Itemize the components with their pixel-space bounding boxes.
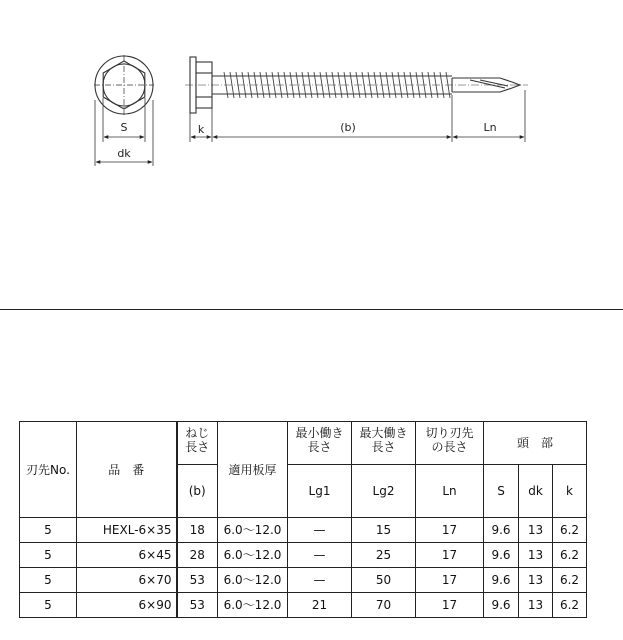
- cell-s: 9.6: [484, 568, 519, 593]
- header-row-1: [20, 422, 587, 465]
- cell-s: 9.6: [484, 518, 519, 543]
- header-cut-len-line2: の長さ: [431, 440, 468, 454]
- table-row: [20, 518, 587, 543]
- screw-side-view: [185, 57, 528, 113]
- label-dk: dk: [117, 147, 131, 160]
- cell-dk: 13: [519, 568, 553, 593]
- header-min-work-line1: 最小働き: [295, 426, 344, 440]
- header-k: k: [553, 465, 587, 518]
- cell-dk: 13: [519, 593, 553, 618]
- cell-s: 9.6: [484, 543, 519, 568]
- cell-lg2: 70: [352, 593, 416, 618]
- cell-s: 9.6: [484, 593, 519, 618]
- header-thread-length-line1: ねじ: [185, 426, 210, 440]
- cell-part-no: 6×45: [77, 543, 177, 568]
- cell-k: 6.2: [553, 518, 587, 543]
- spec-table: [19, 421, 587, 618]
- cell-part-no: 6×90: [77, 593, 177, 618]
- cell-part-no: 6×70: [77, 568, 177, 593]
- cell-tip-no: 5: [20, 593, 77, 618]
- label-s: S: [120, 121, 128, 134]
- cell-lg1: —: [288, 518, 352, 543]
- header-min-work-line2: 長さ: [307, 440, 332, 454]
- header-lg2: Lg2: [352, 465, 416, 518]
- cell-k: 6.2: [553, 593, 587, 618]
- header-cutting-tip-length: [416, 422, 484, 465]
- cell-ln: 17: [416, 543, 484, 568]
- header-ln: Ln: [416, 465, 484, 518]
- cell-tip-no: 5: [20, 543, 77, 568]
- cell-lg2: 15: [352, 518, 416, 543]
- table-row: [20, 593, 587, 618]
- cell-b: 53: [177, 568, 218, 593]
- cell-plate: 6.0〜12.0: [218, 568, 288, 593]
- cell-ln: 17: [416, 518, 484, 543]
- screw-drawing: [0, 0, 623, 200]
- cell-ln: 17: [416, 593, 484, 618]
- cell-lg1: —: [288, 543, 352, 568]
- header-tip-no: 刃先No.: [20, 422, 77, 518]
- cell-k: 6.2: [553, 568, 587, 593]
- header-head: 頭 部: [484, 422, 587, 465]
- cell-b: 18: [177, 518, 218, 543]
- table-row: [20, 543, 587, 568]
- header-dk: dk: [519, 465, 553, 518]
- header-plate-thickness: 適用板厚: [218, 422, 288, 518]
- label-b: (b): [340, 121, 356, 134]
- cell-tip-no: 5: [20, 568, 77, 593]
- section-divider: [0, 309, 623, 310]
- cell-tip-no: 5: [20, 518, 77, 543]
- header-thread-length-line2: 長さ: [185, 440, 210, 454]
- header-max-work-line1: 最大働き: [359, 426, 408, 440]
- cell-k: 6.2: [553, 543, 587, 568]
- cell-plate: 6.0〜12.0: [218, 593, 288, 618]
- cell-lg1: 21: [288, 593, 352, 618]
- cell-lg2: 50: [352, 568, 416, 593]
- cell-b: 53: [177, 593, 218, 618]
- cell-dk: 13: [519, 543, 553, 568]
- cell-ln: 17: [416, 568, 484, 593]
- header-min-work-length: [288, 422, 352, 465]
- cell-plate: 6.0〜12.0: [218, 543, 288, 568]
- header-b: (b): [177, 465, 218, 518]
- header-cut-len-line1: 切り刃先: [425, 426, 474, 440]
- label-ln: Ln: [483, 121, 497, 134]
- header-thread-length: [177, 422, 218, 465]
- table-row: [20, 568, 587, 593]
- cell-plate: 6.0〜12.0: [218, 518, 288, 543]
- cell-b: 28: [177, 543, 218, 568]
- cell-dk: 13: [519, 518, 553, 543]
- header-s: S: [484, 465, 519, 518]
- cell-lg1: —: [288, 568, 352, 593]
- cell-lg2: 25: [352, 543, 416, 568]
- label-k: k: [197, 123, 205, 136]
- cell-part-no: HEXL-6×35: [77, 518, 177, 543]
- header-part-no: 品 番: [77, 422, 177, 518]
- header-lg1: Lg1: [288, 465, 352, 518]
- header-max-work-length: [352, 422, 416, 465]
- header-max-work-line2: 長さ: [371, 440, 396, 454]
